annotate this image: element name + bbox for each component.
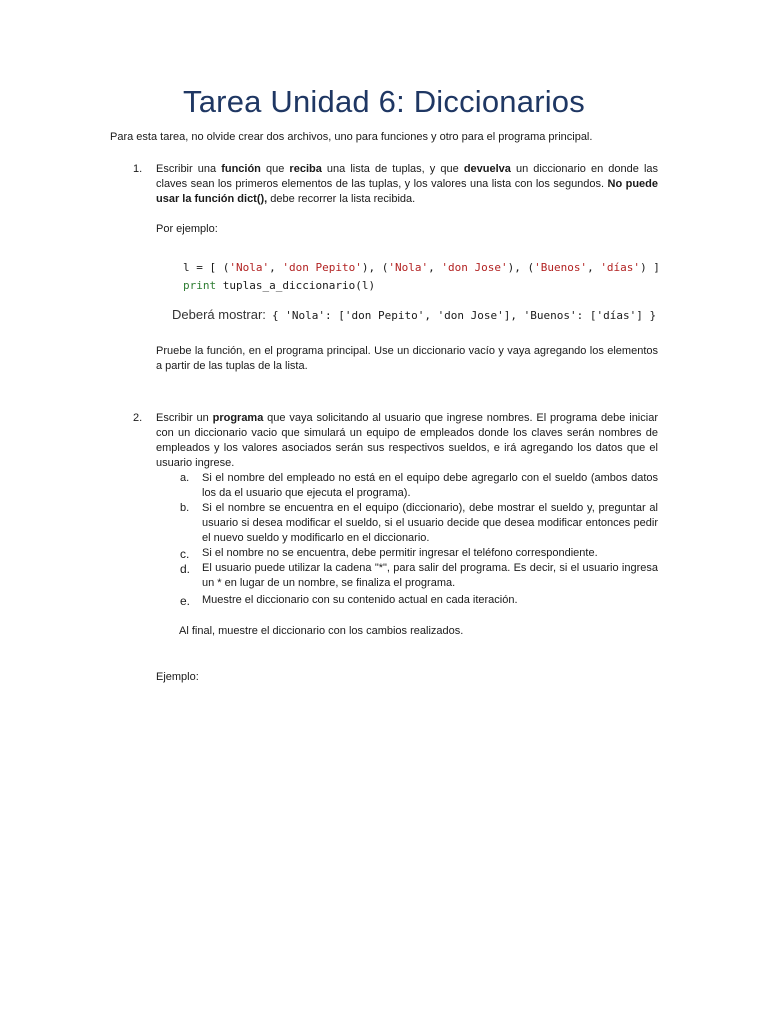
subitem-b-letter: b. [180, 502, 190, 514]
item-2-number: 2. [133, 412, 143, 424]
page-title: Tarea Unidad 6: Diccionarios [183, 84, 585, 119]
output-value: { 'Nola': ['don Pepito', 'don Jose'], 'Buenos': ['días'] } [272, 309, 657, 322]
item-1-paragraph: Escribir una función que reciba una lista de tuplas, y que devuelva un diccionario en donde las claves sean los primeros elementos de las tuplas, y los valores una lista con los segundos. No puede usar la función dict(), debe recorrer la lista recibida. [156, 163, 659, 205]
subitem-c-text: Si el nombre no se encuentra, debe permitir ingresar el teléfono correspondiente. [202, 547, 598, 559]
intro-paragraph: Para esta tarea, no olvide crear dos archivos, uno para funciones y otro para el programa principal. [110, 131, 593, 143]
subitem-a-letter: a. [180, 472, 190, 484]
subitem-a-text: Si el nombre del empleado no está en el equipo debe agregarlo con el sueldo (ambos datos los da el usuario que ejecuta el programa). [202, 472, 658, 499]
item-1-number: 1. [133, 163, 143, 175]
subitem-b-text: Si el nombre se encuentra en el equipo (diccionario), debe mostrar el sueldo y, preguntar al usuario si desea modificar el sueldo, si el usuario decide que desea modificar entonces pedir el nuevo sueldo y modificarlo en el diccionario. [202, 502, 658, 544]
subitem-e-letter: e. [180, 594, 191, 608]
final-note: Al final, muestre el diccionario con los cambios realizados. [179, 625, 464, 637]
item-2-paragraph: Escribir un programa que vaya solicitando al usuario que ingrese nombres. El programa debe iniciar con un diccionario vacio que simulará un equipo de empleados donde los claves serán nombres de empleados y los valores asociados serán sus respectivos sueldos, e irá agregando los datos que el usuario ingrese. [156, 412, 658, 469]
subitem-d-text: El usuario puede utilizar la cadena "*", para salir del programa. Es decir, si el usuario ingresa un * en lugar de un nombre, se finaliza el programa. [202, 562, 658, 589]
subitem-c-letter: c. [180, 547, 190, 561]
code-line-2: print tuplas_a_diccionario(l) [183, 279, 376, 292]
item-1-after-paragraph: Pruebe la función, en el programa principal. Use un diccionario vacío y vaya agregando los elementos a partir de las tuplas de la lista. [156, 345, 658, 372]
subitem-e-text: Muestre el diccionario con su contenido actual en cada iteración. [202, 594, 518, 606]
example-2-label: Ejemplo: [156, 671, 199, 683]
output-label: Deberá mostrar: [172, 307, 266, 322]
subitem-d-letter: d. [180, 562, 191, 576]
code-line-1: l = [ ('Nola', 'don Pepito'), ('Nola', 'don Jose'), ('Buenos', 'días') ] [183, 261, 660, 274]
example-label: Por ejemplo: [156, 223, 218, 235]
